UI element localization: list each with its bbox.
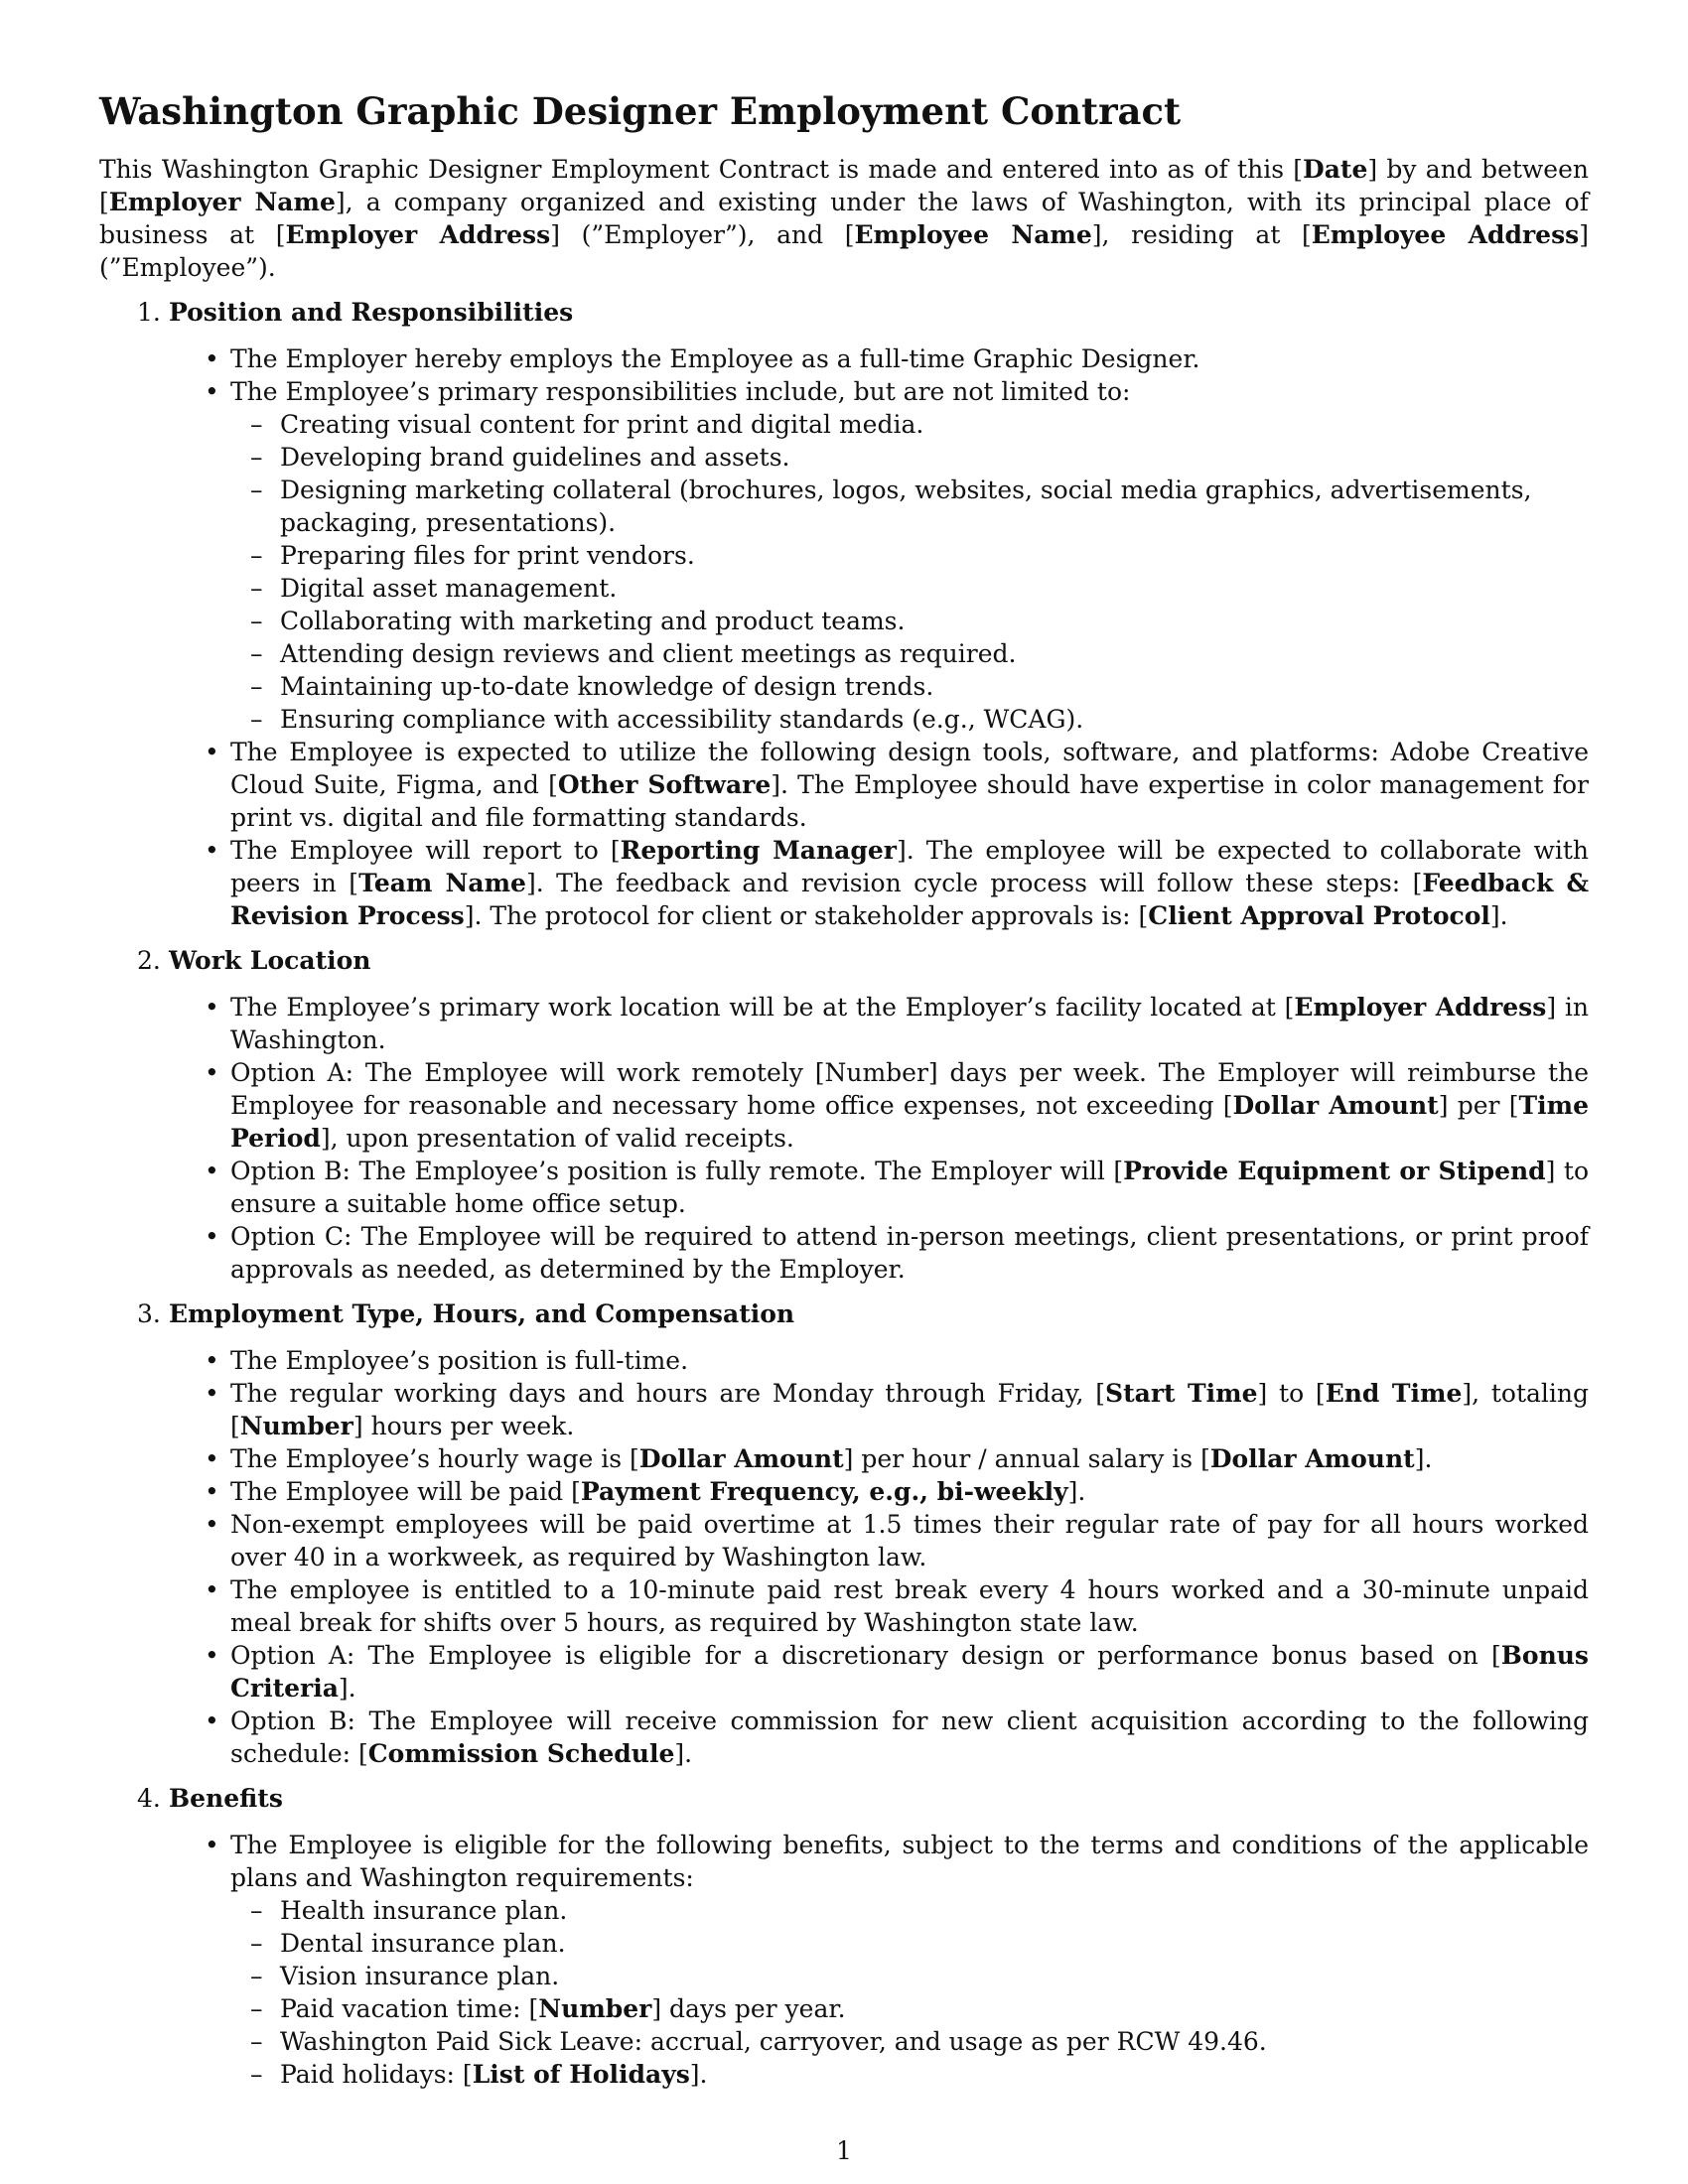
bullet-list (169, 991, 1589, 1286)
section-title: Position and Responsibilities (169, 298, 574, 327)
placeholder-field: Feedback & Revision Process (230, 869, 1590, 930)
placeholder-field: List of Holidays (472, 2060, 690, 2089)
placeholder-field: Client Approval Protocol (1148, 901, 1490, 930)
section-number: 4. (137, 1784, 161, 1813)
sub-item (280, 1992, 1589, 2025)
bullet-item (230, 1639, 1589, 1705)
text-run: Digital asset management. (280, 574, 618, 603)
text-run: ] per [ (1438, 1091, 1519, 1120)
sub-item (280, 605, 1589, 637)
bullet-item (230, 1344, 1589, 1377)
placeholder-field: Team Name (358, 869, 526, 897)
section-3 (137, 1297, 1590, 1770)
placeholder-field: Bonus Criteria (230, 1641, 1589, 1703)
placeholder-field: Employer Name (108, 188, 336, 216)
bullet-item (230, 375, 1589, 736)
text-run: ] (”Employer”), and [ (550, 220, 855, 249)
placeholder-field: Employee Name (854, 220, 1092, 249)
text-run: Paid vacation time: [ (280, 1994, 539, 2023)
text-run: The Employee’s position is full-time. (230, 1346, 689, 1375)
bullet-list (169, 342, 1589, 932)
section-title: Employment Type, Hours, and Compensation (169, 1299, 795, 1328)
text-run: ] days per year. (651, 1994, 846, 2023)
text-run: ], residing at [ (1091, 220, 1312, 249)
text-run: Health insurance plan. (280, 1896, 568, 1925)
intro-paragraph (99, 153, 1589, 284)
bullet-item (230, 1377, 1589, 1442)
text-run: The Employee’s primary work location will be at the Employer’s facility located at [ (230, 993, 1295, 1022)
bullet-item (230, 1056, 1589, 1155)
text-run: The Employee will be paid [ (230, 1477, 581, 1506)
placeholder-field: Commission Schedule (367, 1739, 675, 1768)
text-run: ] per hour / annual salary is [ (843, 1444, 1210, 1473)
text-run: ], a company organized and existing under the laws of Washington, with its principal place of business at [ (99, 188, 1589, 249)
bullet-item (230, 1573, 1589, 1639)
placeholder-field: Other Software (557, 770, 772, 799)
sub-item (280, 1894, 1589, 1927)
placeholder-field: End Time (1325, 1379, 1463, 1408)
text-run: Non-exempt employees will be paid overtime at 1.5 times their regular rate of pay for all hours worked over 40 in a workweek, as required by Washington law. (230, 1510, 1589, 1571)
placeholder-field: Employer Address (1294, 993, 1547, 1022)
section-title: Work Location (169, 946, 371, 975)
section-list (99, 296, 1589, 2091)
text-run: ]. (674, 1739, 693, 1768)
text-run: ]. The Employee should have expertise in color management for print vs. digital and file formatting standards. (230, 770, 1589, 832)
placeholder-field: Dollar Amount (1209, 1444, 1415, 1473)
text-run: Vision insurance plan. (280, 1962, 560, 1990)
text-run: Paid holidays: [ (280, 2060, 473, 2089)
sub-item (280, 408, 1589, 441)
text-run: ]. (338, 1674, 356, 1703)
section-number: 2. (137, 946, 161, 975)
sub-list (230, 1894, 1589, 2091)
placeholder-field: Employer Address (285, 220, 551, 249)
text-run: Maintaining up-to-date knowledge of design trends. (280, 672, 934, 701)
text-run: Option B: The Employee will receive commission for new client acquisition according to the following schedule: [ (230, 1706, 1589, 1768)
sub-item (280, 572, 1589, 605)
bullet-item (230, 1442, 1589, 1475)
text-run: The Employee is eligible for the following benefits, subject to the terms and conditions of the applicable plans and Washington requirements: (230, 1831, 1589, 1892)
text-run: ]. (1489, 901, 1508, 930)
sub-item (280, 474, 1589, 539)
text-run: ]. (1067, 1477, 1086, 1506)
sub-item (280, 703, 1589, 736)
bullet-item (230, 736, 1589, 834)
section-4 (137, 1782, 1589, 2091)
sub-item (280, 441, 1589, 474)
text-run: Designing marketing collateral (brochures, logos, websites, social media graphics, advertisements, packaging, presentations). (280, 476, 1532, 537)
section-title: Benefits (169, 1784, 283, 1813)
section-1 (137, 296, 1590, 932)
bullet-item (230, 1829, 1589, 2091)
text-run: ], totaling [ (230, 1379, 1590, 1440)
bullet-item (230, 834, 1589, 932)
bullet-item (230, 1508, 1589, 1573)
sub-item (280, 670, 1589, 703)
text-run: ] to ensure a suitable home office setup. (230, 1157, 1589, 1218)
bullet-list (169, 1829, 1589, 2091)
text-run: The Employee’s hourly wage is [ (230, 1444, 639, 1473)
bullet-item (230, 1475, 1589, 1508)
text-run: ] to [ (1257, 1379, 1326, 1408)
placeholder-field: Payment Frequency, e.g., bi-weekly (580, 1477, 1068, 1506)
text-run: Washington Paid Sick Leave: accrual, carryover, and usage as per RCW 49.46. (280, 2027, 1267, 2056)
text-run: Developing brand guidelines and assets. (280, 443, 790, 472)
bullet-item (230, 1155, 1589, 1220)
placeholder-field: Reporting Manager (620, 836, 897, 865)
sub-item (280, 1927, 1589, 1960)
bullet-item (230, 991, 1589, 1056)
text-run: ] (”Employee”). (99, 220, 1589, 282)
text-run: Option C: The Employee will be required to attend in-person meetings, client presentations, or print proof approvals as needed, as determined by the Employer. (230, 1222, 1589, 1284)
placeholder-field: Number (538, 1994, 652, 2023)
section-2 (137, 944, 1589, 1286)
text-run: ] hours per week. (352, 1412, 575, 1440)
bullet-item (230, 342, 1589, 375)
bullet-item (230, 1705, 1589, 1770)
placeholder-field: Employee Address (1311, 220, 1580, 249)
placeholder-field: Time Period (230, 1091, 1589, 1153)
text-run: ] by and between [ (99, 155, 1589, 216)
section-number: 3. (137, 1299, 161, 1328)
placeholder-field: Dollar Amount (638, 1444, 844, 1473)
text-run: The Employer hereby employs the Employee as a full-time Graphic Designer. (230, 344, 1200, 373)
text-run: The employee is entitled to a 10-minute paid rest break every 4 hours worked and a 30-minute unpaid meal break for shifts over 5 hours, as required by Washington state law. (230, 1575, 1589, 1637)
text-run: ]. (689, 2060, 708, 2089)
sub-item (280, 637, 1589, 670)
placeholder-field: Dollar Amount (1232, 1091, 1439, 1120)
sub-list (230, 408, 1589, 736)
text-run: Collaborating with marketing and product teams. (280, 607, 906, 635)
sub-item (280, 539, 1589, 572)
placeholder-field: Date (1303, 155, 1368, 184)
text-run: Creating visual content for print and digital media. (280, 410, 924, 439)
bullet-item (230, 1220, 1589, 1286)
text-run: ]. The feedback and revision cycle process will follow these steps: [ (525, 869, 1423, 897)
sub-item (280, 1960, 1589, 1992)
text-run: ], upon presentation of valid receipts. (320, 1124, 794, 1153)
placeholder-field: Provide Equipment or Stipend (1123, 1157, 1546, 1185)
text-run: ]. The protocol for client or stakeholder approvals is: [ (464, 901, 1149, 930)
text-run: Attending design reviews and client meetings as required. (280, 639, 1017, 668)
placeholder-field: Start Time (1105, 1379, 1258, 1408)
text-run: The regular working days and hours are Monday through Friday, [ (230, 1379, 1106, 1408)
text-run: ]. (1414, 1444, 1433, 1473)
text-run: Option A: The Employee is eligible for a discretionary design or performance bonus based on [ (230, 1641, 1501, 1670)
text-run: Dental insurance plan. (280, 1929, 566, 1958)
text-run: ]. The employee will be expected to collaborate with peers in [ (230, 836, 1589, 897)
sub-item (280, 2058, 1589, 2091)
text-run: This Washington Graphic Designer Employment Contract is made and entered into as of this [ (99, 155, 1304, 184)
page-number: 1 (836, 2136, 852, 2165)
text-run: Option A: The Employee will work remotely [Number] days per week. The Employer will reimburse the Employee for reasonable and necessary home office expenses, not exceeding [ (230, 1058, 1589, 1120)
sub-item (280, 2025, 1589, 2058)
text-run: The Employee is expected to utilize the following design tools, software, and platforms: Adobe Creative Cloud Suite, Figma, and [ (230, 738, 1589, 799)
text-run: ] in Washington. (230, 993, 1589, 1054)
text-run: Preparing files for print vendors. (280, 541, 695, 570)
section-number: 1. (137, 298, 161, 327)
text-run: The Employee’s primary responsibilities include, but are not limited to: (230, 377, 1131, 406)
text-run: Option B: The Employee’s position is fully remote. The Employer will [ (230, 1157, 1124, 1185)
text-run: Ensuring compliance with accessibility standards (e.g., WCAG). (280, 705, 1084, 734)
bullet-list (169, 1344, 1589, 1770)
document-page (99, 87, 1589, 2103)
document-title: Washington Graphic Designer Employment Contract (99, 89, 1182, 133)
placeholder-field: Number (239, 1412, 353, 1440)
text-run: The Employee will report to [ (230, 836, 621, 865)
